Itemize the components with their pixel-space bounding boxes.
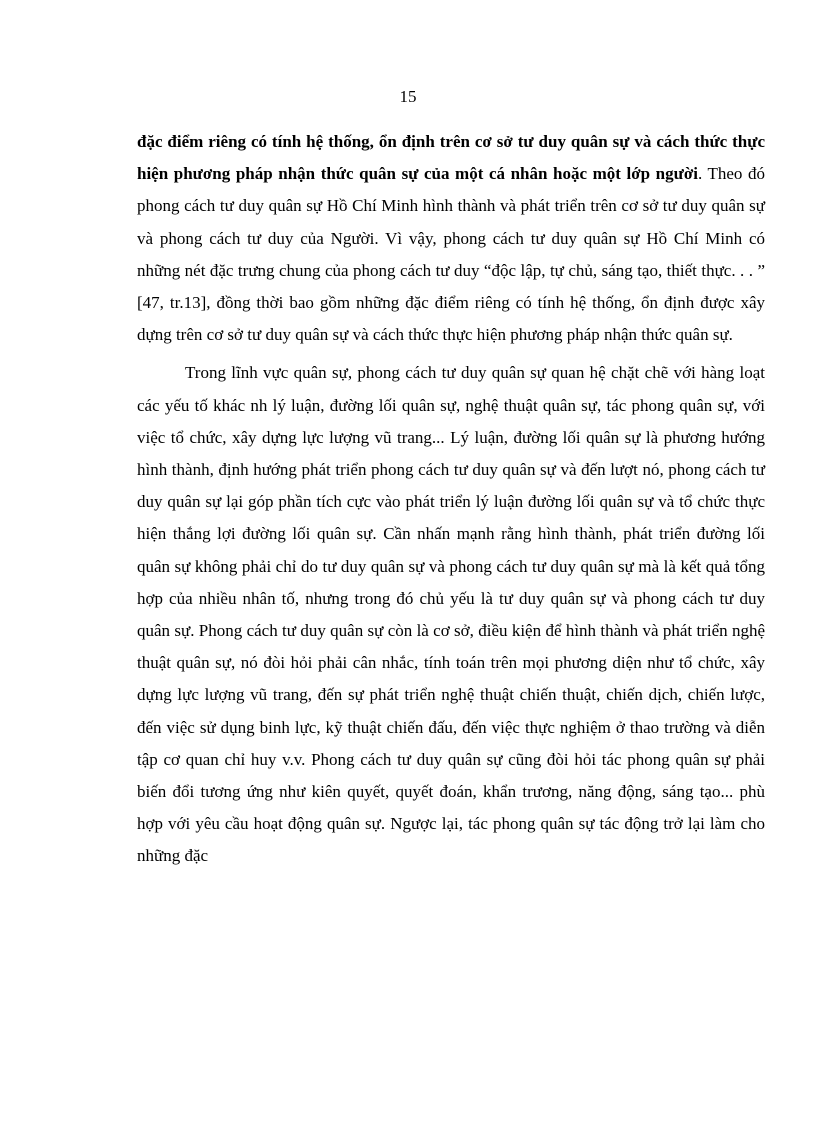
paragraph-1: [137, 126, 765, 351]
paragraph-1-bold-lead: đặc điểm riêng có tính hệ thống, ổn định trên cơ sở tư duy quân sự và cách thức thực hiện phương pháp nhận thức quân sự của một cá nhân hoặc một lớp người: [137, 132, 765, 184]
paragraph-2: [137, 357, 765, 872]
paragraph-2-text: Trong lĩnh vực quân sự, phong cách tư duy quân sự quan hệ chặt chẽ với hàng loạt các yếu tố khác nh lý luận, đường lối quân sự, nghệ thuật quân sự, tác phong quân sự, với việc tổ chức, xây dựng lực lượng vũ trang... Lý luận, đường lối quân sự là phương hướng hình thành, định hướng phát triển phong cách tư duy quân sự và đến lượt nó, phong cách tư duy quân sự lại góp phần tích cực vào phát triển lý luận đường lối quân sự và tổ chức thực hiện thắng lợi đường lối quân sự. Cần nhấn mạnh rằng hình thành, phát triển đường lối quân sự không phải chỉ do tư duy quân sự và phong cách tư duy quân sự mà là kết quả tổng hợp của nhiều nhân tố, nhưng trong đó chủ yếu là tư duy quân sự và phong cách tư duy quân sự. Phong cách tư duy quân sự còn là cơ sở, điều kiện để hình thành và phát triển nghệ thuật quân sự, nó đòi hỏi phải cân nhắc, tính toán trên mọi phương diện như tổ chức, xây dựng lực lượng vũ trang, đến sự phát triển nghệ thuật chiến thuật, chiến dịch, chiến lược, đến việc sử dụng binh lực, kỹ thuật chiến đấu, đến việc thực nghiệm ở thao trường và diễn tập cơ quan chỉ huy v.v. Phong cách tư duy quân sự cũng đòi hỏi tác phong quân sự phải biến đổi tương ứng như kiên quyết, quyết đoán, khẩn trương, năng động, sáng tạo... phù hợp với yêu cầu hoạt động quân sự. Ngược lại, tác phong quân sự tác động trở lại làm cho những đặc: [137, 363, 765, 866]
document-body: [137, 126, 765, 873]
paragraph-1-text: . Theo đó phong cách tư duy quân sự Hồ Chí Minh hình thành và phát triển trên cơ sở tư duy quân sự và phong cách tư duy của Người. Vì vậy, phong cách tư duy quân sự Hồ Chí Minh có những nét đặc trưng chung của phong cách tư duy “độc lập, tự chủ, sáng tạo, thiết thực. . . ” [47, tr.13], đồng thời bao gồm những đặc điểm riêng có tính hệ thống, ổn định được xây dựng trên cơ sở tư duy quân sự và cách thức thực hiện phương pháp nhận thức quân sự.: [137, 164, 765, 345]
page-number: 15: [399, 87, 417, 106]
